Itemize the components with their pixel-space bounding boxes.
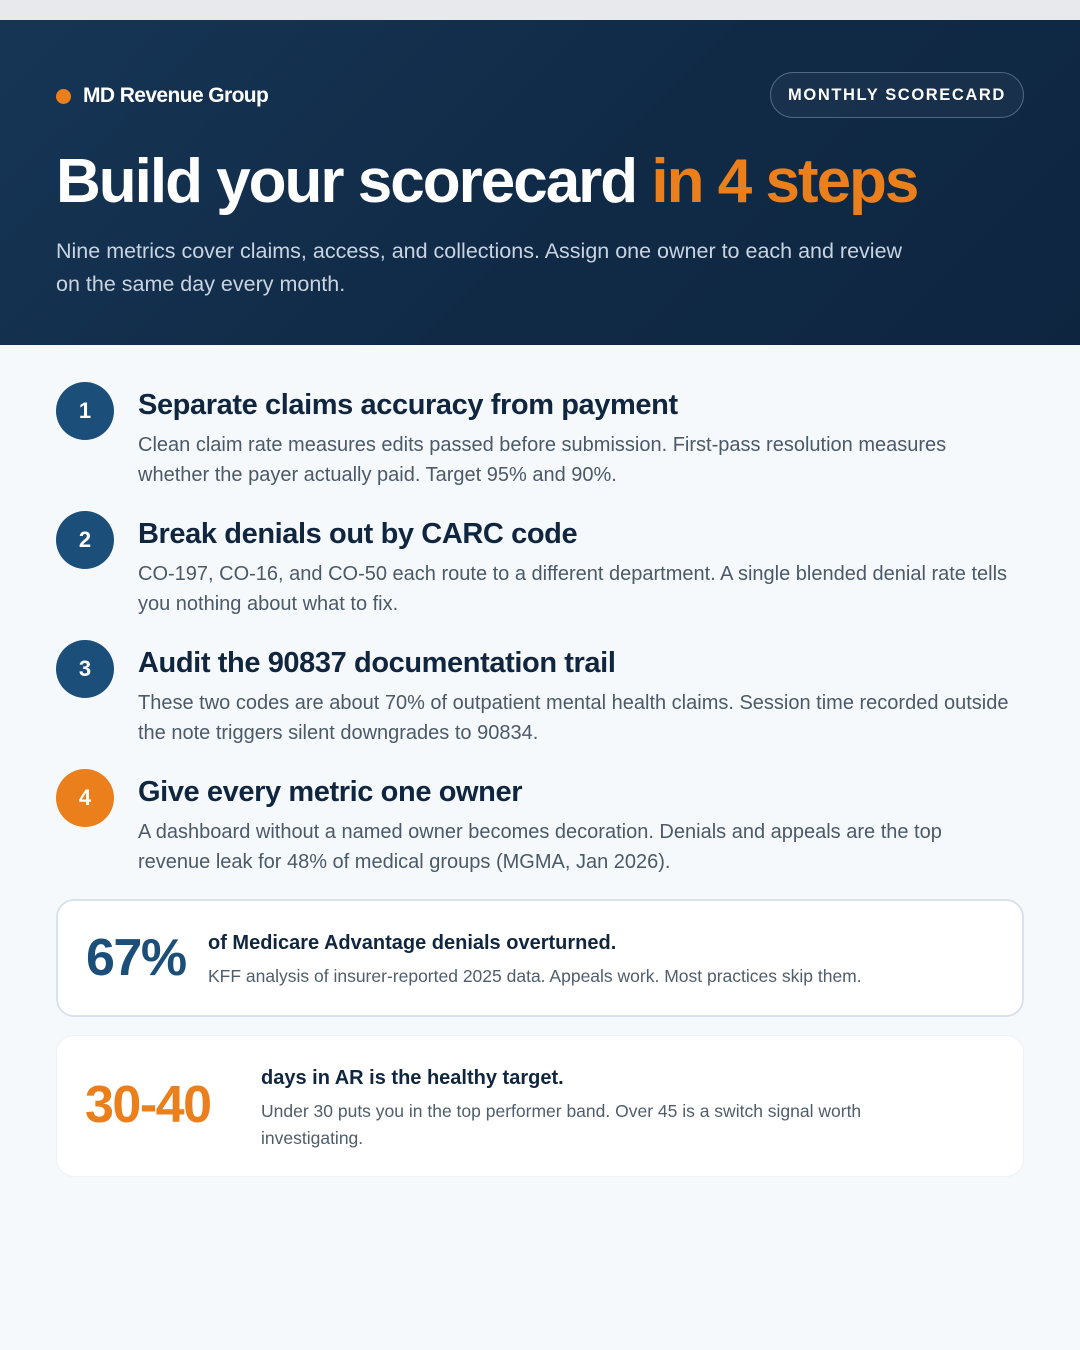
stat-description: Under 30 puts you in the top performer band. Over 45 is a switch signal worth investigating. [261,1101,862,1148]
step-title: Separate claims accuracy from payment [138,389,678,421]
stat-title: of Medicare Advantage denials overturned. [208,932,617,954]
stat-value: 30-40 [85,1076,211,1134]
step-item-1 [56,380,1026,509]
step-number-badge: 1 [56,382,114,440]
step-title: Break denials out by CARC code [138,518,578,550]
browser-top-strip [0,0,1080,20]
title-main: Build your scorecard [56,147,652,216]
step-item-2 [56,509,1026,638]
step-number-badge: 2 [56,511,114,569]
step-title: Audit the 90837 documentation trail [138,647,616,679]
step-number-badge: 3 [56,640,114,698]
title-accent: in 4 steps [651,147,918,216]
hero-header [0,20,1080,345]
stat-card-appeals [56,899,1024,1017]
dot-icon [56,89,71,104]
brand-name: MD Revenue Group [83,84,269,107]
stat-value: 67% [86,929,186,987]
step-number-badge: 4 [56,769,114,827]
stat-title: days in AR is the healthy target. [261,1067,564,1089]
step-description: These two codes are about 70% of outpatient mental health claims. Session time recorded outside the note triggers silent downgrades to 90834. [138,692,1009,744]
stat-description: KFF analysis of insurer-reported 2025 data. Appeals work. Most practices skip them. [208,966,862,986]
steps-list [56,380,1026,896]
step-item-4 [56,767,1026,896]
brand [56,82,268,110]
step-description: A dashboard without a named owner becomes decoration. Denials and appeals are the top revenue leak for 48% of medical groups (MGMA, Jan 2026). [138,821,942,873]
scorecard-badge: MONTHLY SCORECARD [770,72,1024,118]
step-description: Clean claim rate measures edits passed before submission. First-pass resolution measures whether the payer actually paid. Target 95% and 90%. [138,434,947,486]
page-subtitle: Nine metrics cover claims, access, and collections. Assign one owner to each and review on the same day every month. [56,239,903,296]
step-description: CO-197, CO-16, and CO-50 each route to a different department. A single blended denial rate tells you nothing about what to fix. [138,563,1008,615]
stat-card-ar-days [56,1035,1024,1177]
step-title: Give every metric one owner [138,776,523,808]
page-title [56,146,1036,218]
step-item-3 [56,638,1026,767]
